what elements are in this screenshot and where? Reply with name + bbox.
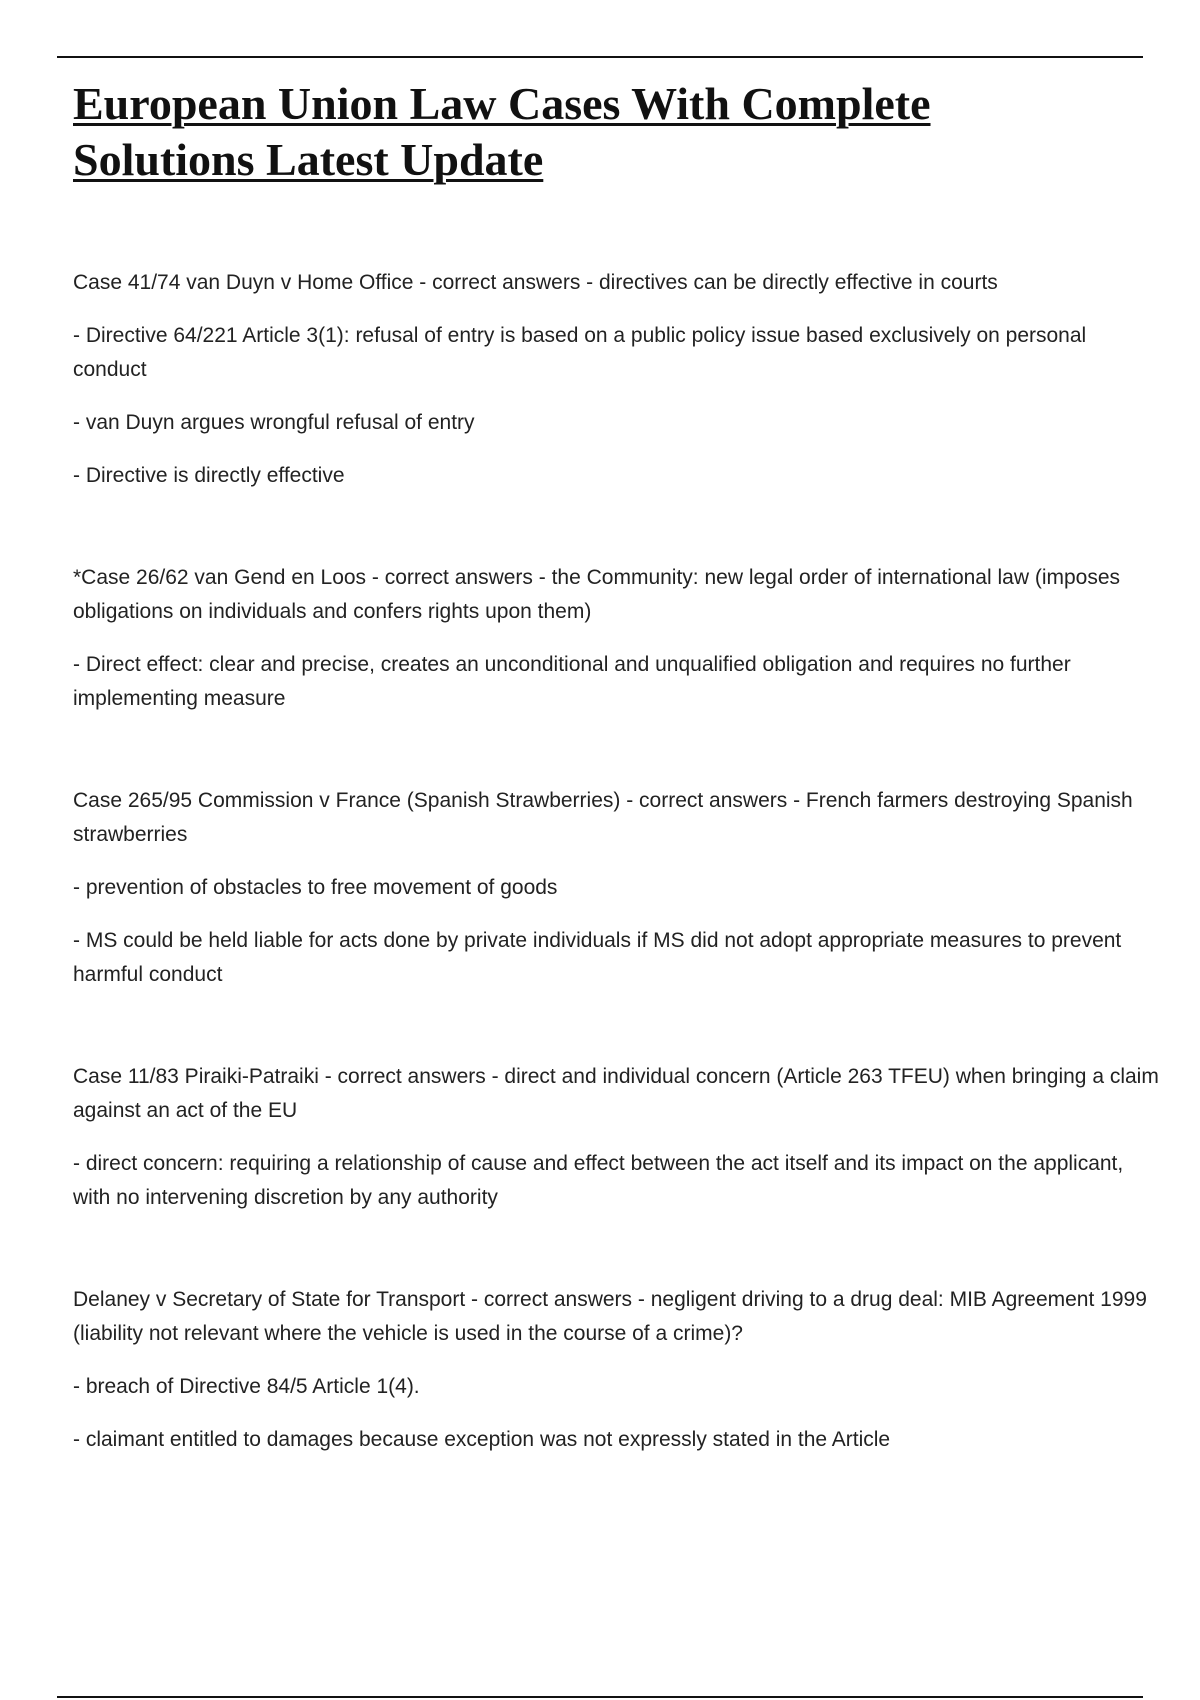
case-point: - claimant entitled to damages because exception was not expressly stated in the Article: [73, 1428, 891, 1451]
case-point: - prevention of obstacles to free movement of goods: [73, 876, 558, 899]
case-heading: Case 41/74 van Duyn v Home Office - correct answers - directives can be directly effective in courts: [73, 271, 998, 294]
case-heading: *Case 26/62 van Gend en Loos - correct answers - the Community: new legal order of international law (imposes obligations on individuals and confers rights upon them): [73, 566, 1121, 623]
case-point: - Direct effect: clear and precise, creates an unconditional and unqualified obligation and requires no further implementing measure: [73, 653, 1071, 710]
case-point: - breach of Directive 84/5 Article 1(4).: [73, 1375, 420, 1398]
case-entry: [73, 784, 1163, 992]
header-rule: [57, 56, 1143, 58]
case-point: - van Duyn argues wrongful refusal of entry: [73, 411, 475, 434]
case-point: - Directive 64/221 Article 3(1): refusal of entry is based on a public policy issue based exclusively on personal conduct: [73, 324, 1087, 381]
case-point: - direct concern: requiring a relationship of cause and effect between the act itself and its impact on the applicant, with no intervening discretion by any authority: [73, 1152, 1124, 1209]
case-point: - MS could be held liable for acts done by private individuals if MS did not adopt appropriate measures to prevent harmful conduct: [73, 929, 1122, 986]
case-entry: [73, 561, 1163, 716]
case-heading: Case 11/83 Piraiki-Patraiki - correct answers - direct and individual concern (Article 263 TFEU) when bringing a claim against an act of the EU: [73, 1065, 1159, 1122]
document-title: European Union Law Cases With Complete Solutions Latest Update: [73, 78, 931, 185]
case-list: [73, 266, 1163, 1457]
document-page: [73, 76, 1163, 1525]
case-entry: [73, 1060, 1163, 1215]
footer-rule: [57, 1696, 1143, 1698]
case-heading: Delaney v Secretary of State for Transport - correct answers - negligent driving to a drug deal: MIB Agreement 1999 (liability not relevant where the vehicle is used in the course of a crime)?: [73, 1288, 1147, 1345]
case-entry: [73, 1283, 1163, 1457]
case-heading: Case 265/95 Commission v France (Spanish Strawberries) - correct answers - French farmers destroying Spanish strawberries: [73, 789, 1133, 846]
case-entry: [73, 266, 1163, 493]
case-point: - Directive is directly effective: [73, 464, 345, 487]
